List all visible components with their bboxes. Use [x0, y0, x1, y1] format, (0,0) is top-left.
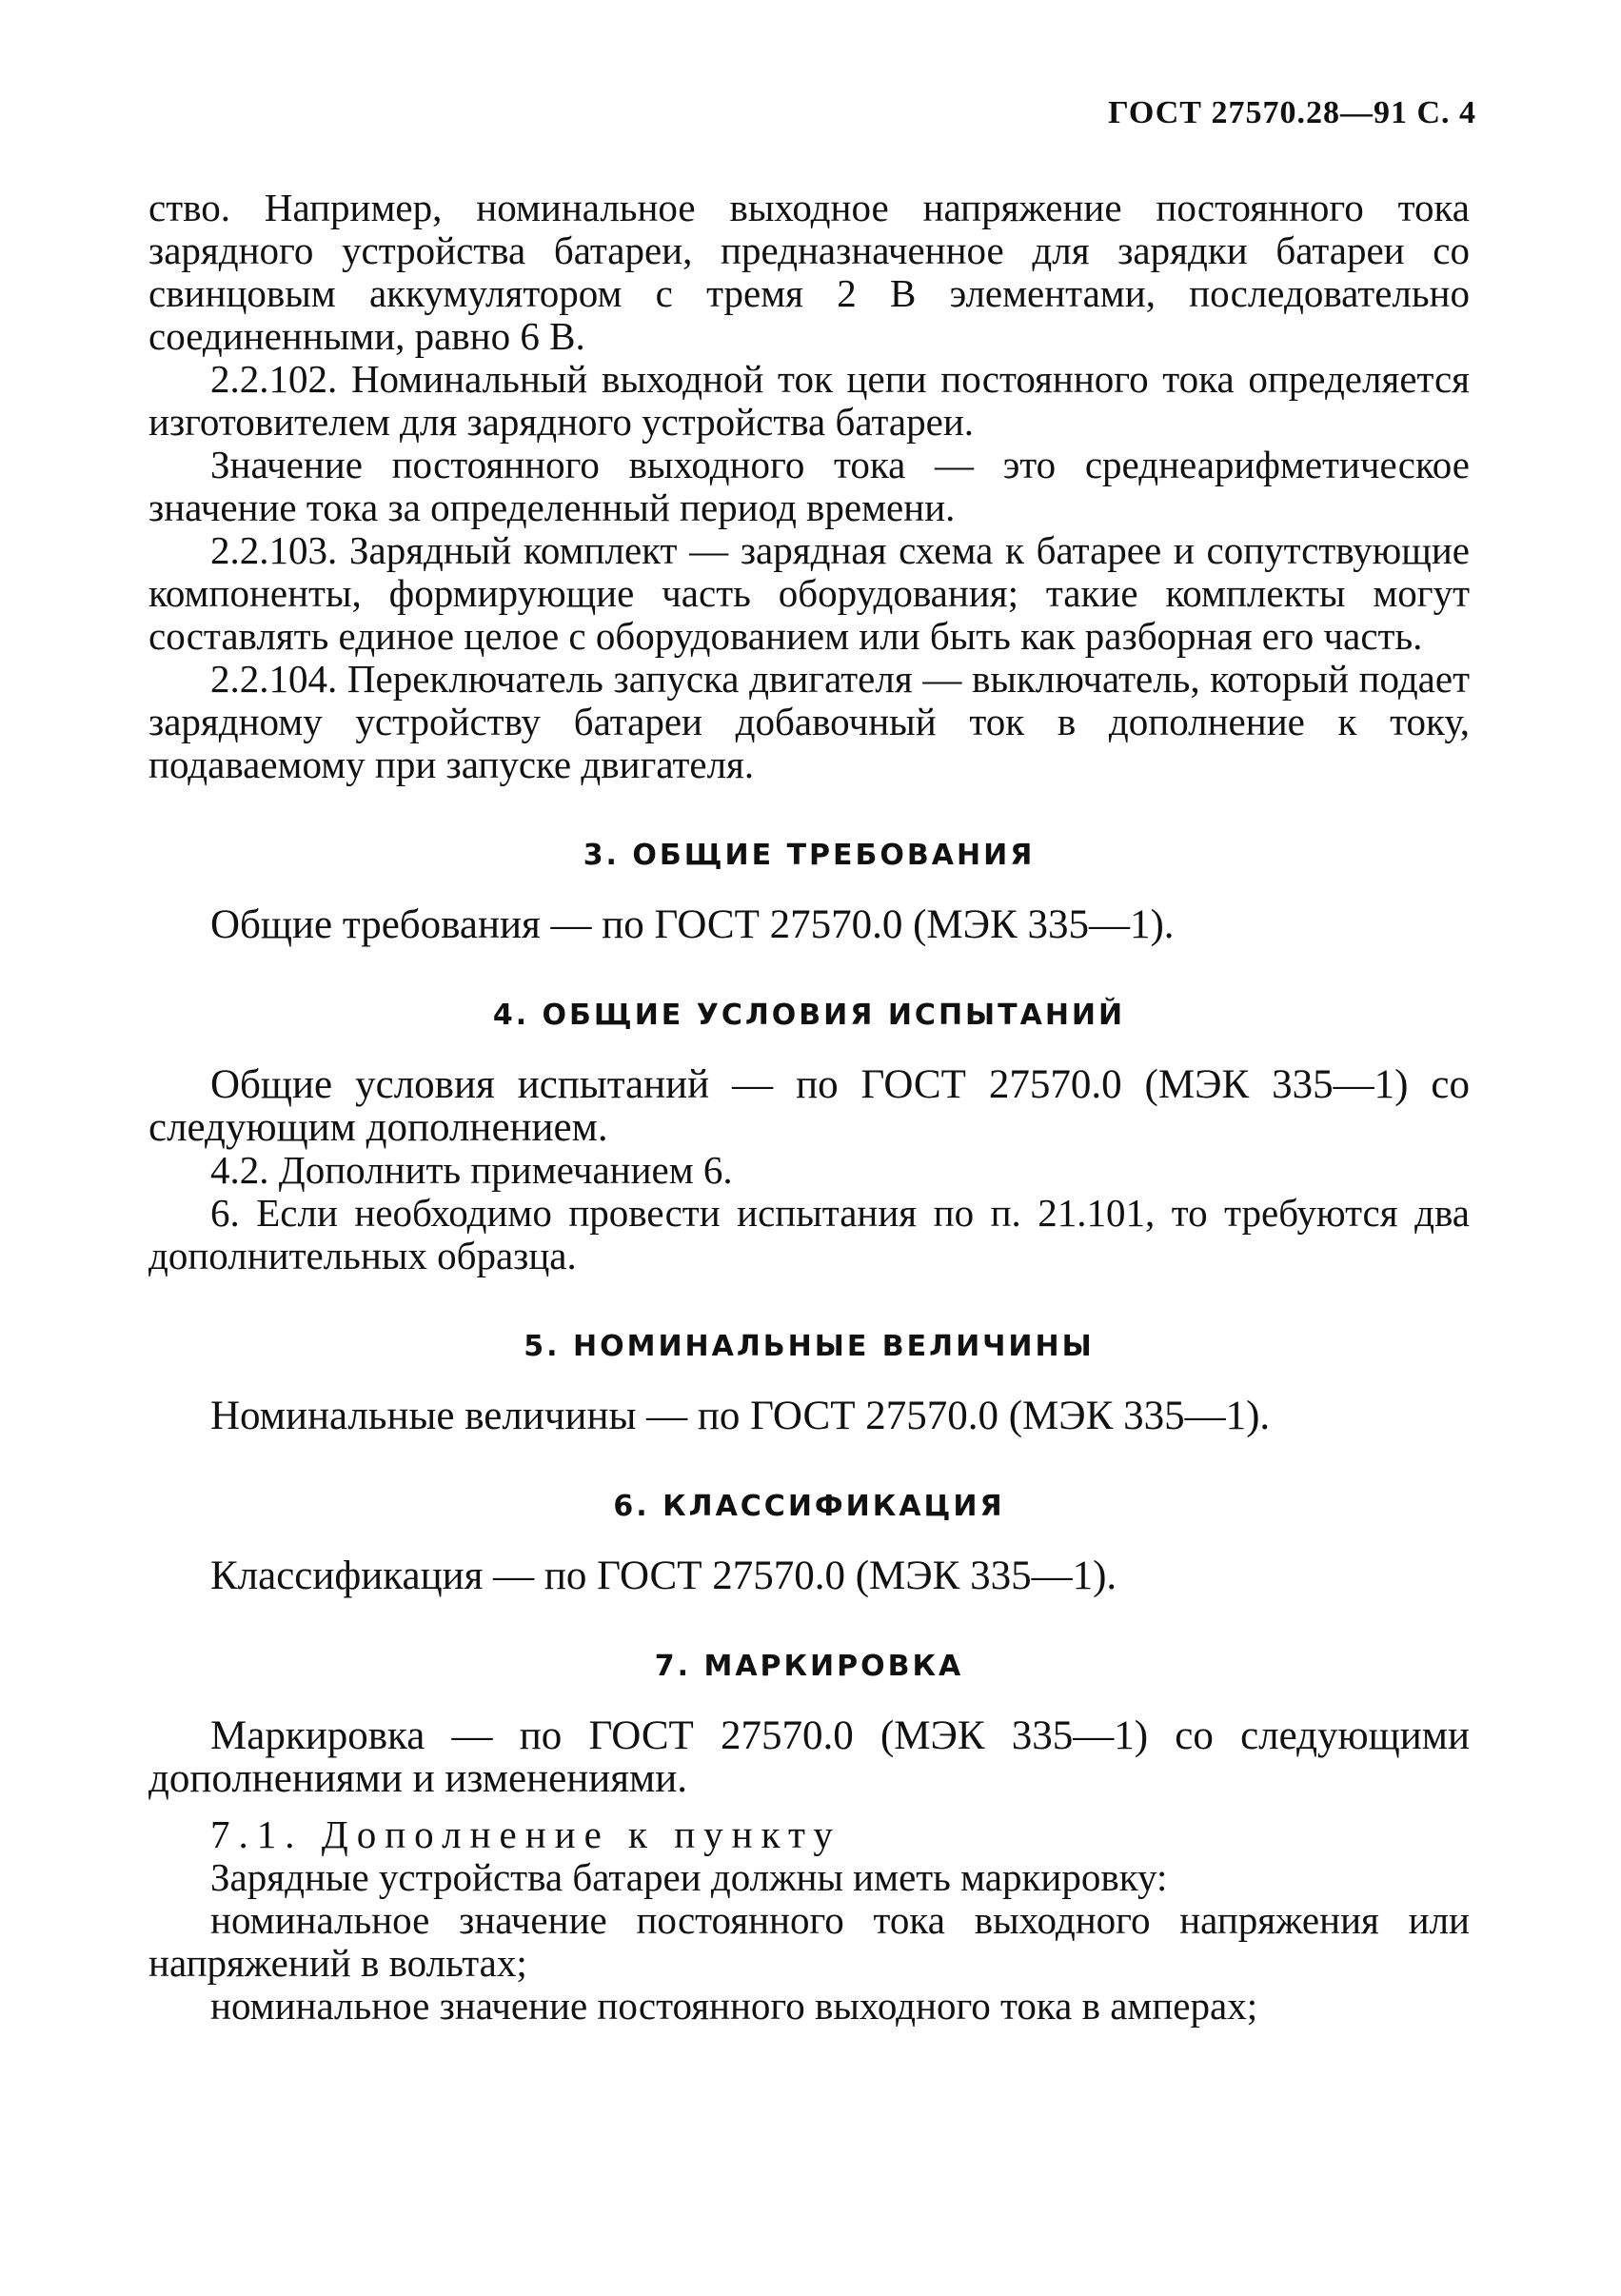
paragraph: Общие условия испытаний — по ГОСТ 27570.0 (МЭК 335—1) со следующим дополнением.	[148, 1062, 1470, 1150]
paragraph: Зарядные устройства батареи должны иметь маркировку:	[210, 1855, 1168, 1899]
paragraph: Маркировка — по ГОСТ 27570.0 (МЭК 335—1) со следующими дополнениями и изменениями.	[148, 1713, 1470, 1801]
paragraph: Общие требования — по ГОСТ 27570.0 (МЭК 335—1).	[210, 902, 1175, 947]
paragraph: Классификация — по ГОСТ 27570.0 (МЭК 335—1).	[210, 1554, 1117, 1598]
section-heading: 3. ОБЩИЕ ТРЕБОВАНИЯ	[583, 839, 1036, 872]
running-head: ГОСТ 27570.28—91 С. 4	[1108, 95, 1476, 130]
document-body	[148, 187, 1470, 2028]
paragraph: 4.2. Дополнить примечанием 6.	[210, 1148, 733, 1192]
section-heading: 6. КЛАССИФИКАЦИЯ	[613, 1490, 1005, 1523]
paragraph: 6. Если необходимо провести испытания по п. 21.101, то требуются два дополнительных образца.	[148, 1191, 1470, 1277]
section-heading: 7. МАРКИРОВКА	[654, 1650, 964, 1683]
section-heading: 4. ОБЩИЕ УСЛОВИЯ ИСПЫТАНИЙ	[492, 999, 1126, 1032]
paragraph: номинальное значение постоянного выходного тока в амперах;	[210, 1984, 1258, 2028]
paragraph: 2.2.103. Зарядный комплект — зарядная схема к батарее и сопутствующие компоненты, формирующие часть оборудования; такие комплекты могут составлять единое целое с оборудованием или быть как разборная его часть.	[148, 528, 1470, 658]
paragraph: 2.2.104. Переключатель запуска двигателя — выключатель, который подает зарядному устройству батареи добавочный ток в дополнение к току, подаваемому при запуске двигателя.	[148, 657, 1470, 786]
paragraph: 2.2.102. Номинальный выходной ток цепи постоянного тока определяется изготовителем для зарядного устройства батареи.	[148, 357, 1470, 444]
paragraph: ство. Например, номинальное выходное напряжение постоянного тока зарядного устройства батареи, предназначенное для зарядки батареи со свинцовым аккумулятором с тремя 2 В элементами, последовательно соединенными, равно 6 В.	[148, 186, 1470, 358]
paragraph: Значение постоянного выходного тока — это среднеарифметическое значение тока за определенный период времени.	[148, 443, 1470, 529]
section-heading: 5. НОМИНАЛЬНЫЕ ВЕЛИЧИНЫ	[524, 1330, 1095, 1363]
paragraph: Номинальные величины — по ГОСТ 27570.0 (МЭК 335—1).	[210, 1394, 1271, 1438]
paragraph: номинальное значение постоянного тока выходного напряжения или напряжений в вольтах;	[148, 1898, 1470, 1985]
paragraph: 7.1. Дополнение к пункту	[210, 1812, 841, 1856]
